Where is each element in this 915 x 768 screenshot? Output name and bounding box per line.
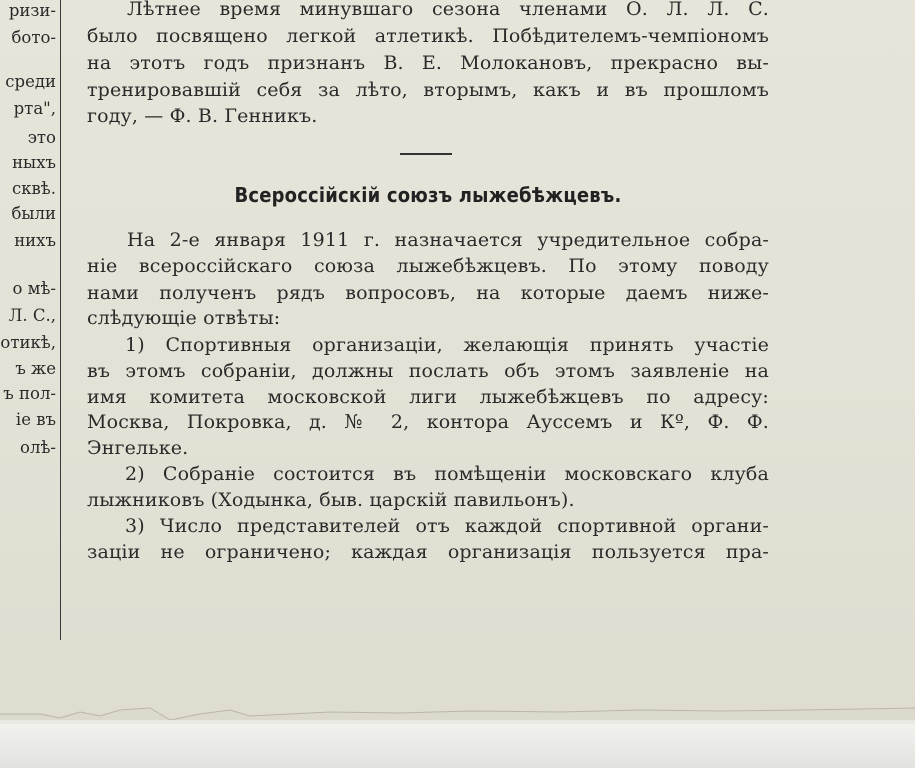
section-heading: Всероссiйскiй союзъ лыжебѣжцевъ. xyxy=(234,183,622,207)
left-fragment: ныхъ xyxy=(12,153,56,172)
item-line: зацiи не ограничено; каждая организацiя пользуется пра- xyxy=(87,541,769,563)
left-fragment: отикѣ, xyxy=(0,333,56,352)
intro-line: Лѣтнее время минувшаго сезона членами О. Л. Л. С. xyxy=(127,0,769,20)
left-fragment: были xyxy=(11,204,56,223)
left-fragment: ъ пол- xyxy=(3,384,56,403)
paragraph-line: нами полученъ рядъ вопросовъ, на которые даемъ ниже- xyxy=(87,282,769,304)
left-fragment: Л. С., xyxy=(8,306,56,325)
column-divider xyxy=(60,0,61,640)
paragraph-line: нiе всероссiйскаго союза лыжебѣжцевъ. По этому поводу xyxy=(87,255,769,277)
section-separator xyxy=(400,153,452,155)
paragraph-line: слѣдующiе отвѣты: xyxy=(87,307,281,329)
item-line: имя комитета московской лиги лыжебѣжцевъ по адресу: xyxy=(87,386,769,408)
item-line: въ этомъ собранiи, должны послать объ этомъ заявленiе на xyxy=(87,360,769,382)
left-column-fragments xyxy=(0,0,58,470)
intro-line: году, — Ф. В. Генникъ. xyxy=(87,105,318,127)
left-fragment: рта", xyxy=(13,99,56,118)
left-fragment: ъ же xyxy=(15,359,56,378)
torn-paper-edge xyxy=(0,700,915,720)
item-line: 2) Собранiе состоится въ помѣщенiи московскаго клуба xyxy=(125,463,769,485)
left-fragment: ботo- xyxy=(11,28,56,47)
left-fragment: ie въ xyxy=(15,410,56,429)
intro-line: на этотъ годъ признанъ В. Е. Молокановъ, прекрасно вы- xyxy=(87,52,769,74)
item-line: 1) Спортивныя организацiи, желающiя принять участiе xyxy=(125,334,769,356)
item-line: Энгельке. xyxy=(87,437,189,459)
left-fragment: это xyxy=(27,128,56,147)
left-fragment: ризи- xyxy=(8,1,56,20)
item-line: Москва, Покровка, д. № 2, контора Ауссемъ и Кº, Ф. Ф. xyxy=(87,411,769,433)
left-fragment: нихъ xyxy=(14,231,56,250)
item-line: лыжниковъ (Ходынка, быв. царскiй павильонъ). xyxy=(87,489,575,511)
item-line: 3) Число представителей отъ каждой спортивной органи- xyxy=(125,515,769,537)
intro-line: было посвящено легкой атлетикѣ. Побѣдителемъ-чемпiономъ xyxy=(87,25,769,47)
left-fragment: о мѣ- xyxy=(12,279,56,298)
intro-line: тренировавшiй себя за лѣто, вторымъ, какъ и въ прошломъ xyxy=(87,79,769,101)
left-fragment: среди xyxy=(5,72,56,91)
background-surface xyxy=(0,724,915,768)
left-fragment: олѣ- xyxy=(20,438,56,457)
paragraph-line: На 2-е января 1911 г. назначается учредительное собра- xyxy=(127,229,769,251)
left-fragment: сквѣ. xyxy=(11,179,56,198)
